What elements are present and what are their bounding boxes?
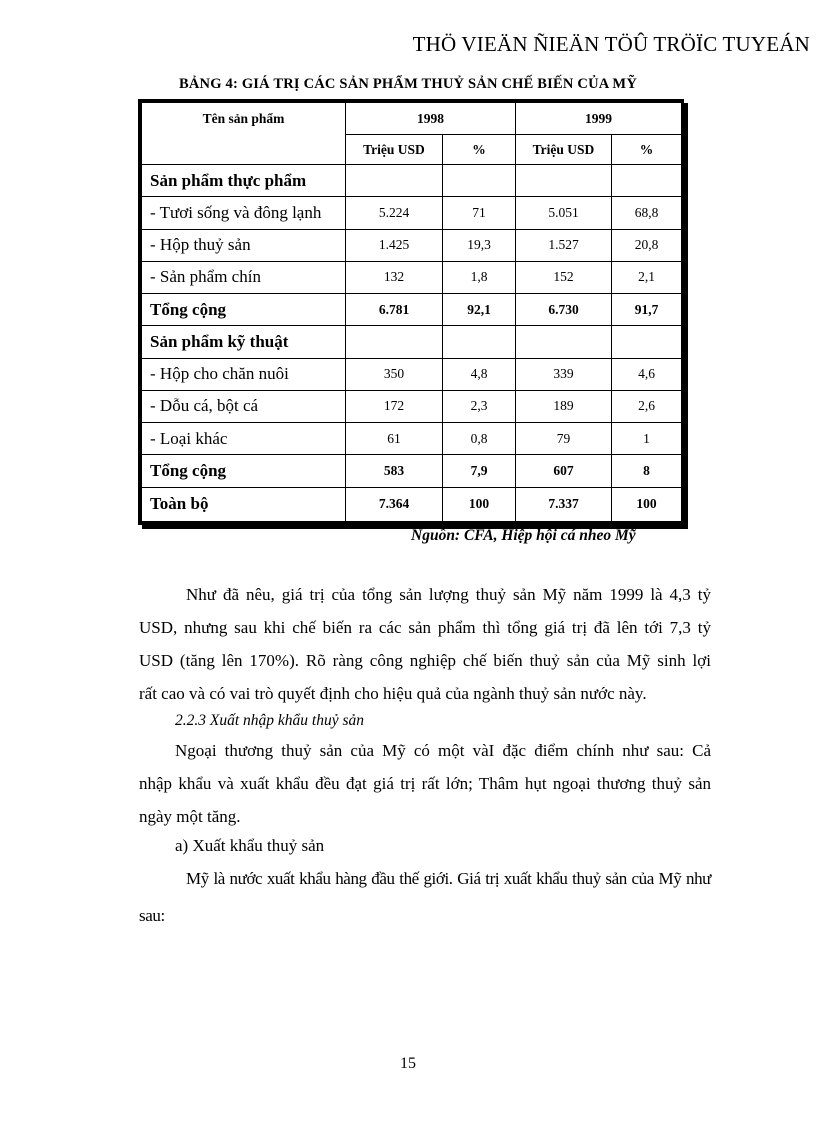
paragraph-line: sau: (139, 906, 165, 925)
paragraph-line: USD (tăng lên 170%). Rõ ràng công nghiệp chế biến thuỷ sản của Mỹ sinh lợi (139, 651, 711, 670)
cell-pct-1998: 92,1 (443, 294, 516, 326)
cell-usd-1998: 7.364 (346, 487, 443, 521)
cell-pct-1998: 19,3 (443, 229, 516, 261)
cell-usd-1999 (516, 165, 612, 197)
row-name: Sản phẩm kỹ thuật (142, 326, 346, 358)
paragraph-line: nhập khẩu và xuất khẩu đều đạt giá trị rất lớn; Thâm hụt ngoại thương thuỷ sản (139, 774, 711, 793)
cell-usd-1998: 5.224 (346, 197, 443, 229)
cell-pct-1999: 4,6 (612, 358, 682, 390)
cell-usd-1999: 5.051 (516, 197, 612, 229)
table-row (142, 487, 682, 521)
paragraph-line: USD, nhưng sau khi chế biến ra các sản phẩm thì tổng giá trị đã lên tới 7,3 tỷ (139, 618, 711, 637)
col-header-year-1999: 1999 (516, 103, 682, 135)
cell-usd-1999: 189 (516, 390, 612, 422)
cell-usd-1999: 6.730 (516, 294, 612, 326)
cell-pct-1999: 68,8 (612, 197, 682, 229)
product-value-table (138, 99, 684, 525)
row-name: Toàn bộ (142, 487, 346, 521)
cell-pct-1998: 0,8 (443, 423, 516, 455)
row-name: - Hộp cho chăn nuôi (142, 358, 346, 390)
paragraph-line: Ngoại thương thuỷ sản của Mỹ có một vàI đặc điểm chính như sau: Cả (175, 741, 711, 760)
page-number: 15 (400, 1055, 416, 1072)
subheader-usd-1998: Triệu USD (346, 135, 443, 165)
col-header-year-1998: 1998 (346, 103, 516, 135)
page-header: THÖ VIEÄN ÑIEÄN TÖÛ TRÖÏC TUYEÁN (412, 32, 810, 56)
cell-usd-1999 (516, 326, 612, 358)
cell-pct-1998 (443, 165, 516, 197)
paragraph-2 (139, 734, 711, 833)
row-name: Sản phẩm thực phẩm (142, 165, 346, 197)
row-name: - Hộp thuỷ sản (142, 229, 346, 261)
cell-pct-1998: 100 (443, 487, 516, 521)
table-row (142, 165, 682, 197)
table-row (142, 261, 682, 293)
list-item-a-export: a) Xuất khẩu thuỷ sản (175, 836, 325, 855)
cell-usd-1998: 1.425 (346, 229, 443, 261)
row-name: - Loại khác (142, 423, 346, 455)
cell-usd-1999: 607 (516, 455, 612, 487)
cell-usd-1999: 1.527 (516, 229, 612, 261)
table-row (142, 197, 682, 229)
cell-usd-1999: 339 (516, 358, 612, 390)
cell-pct-1999: 91,7 (612, 294, 682, 326)
cell-usd-1998: 583 (346, 455, 443, 487)
cell-pct-1998 (443, 326, 516, 358)
cell-pct-1998: 4,8 (443, 358, 516, 390)
cell-usd-1998: 350 (346, 358, 443, 390)
cell-usd-1999: 7.337 (516, 487, 612, 521)
cell-pct-1998: 2,3 (443, 390, 516, 422)
paragraph-1 (139, 578, 711, 710)
paragraph-line: ngày một tăng. (139, 807, 241, 826)
cell-pct-1998: 1,8 (443, 261, 516, 293)
table-row (142, 455, 682, 487)
table-title: BẢNG 4: GIÁ TRỊ CÁC SẢN PHẨM THUỶ SẢN CHẾ BIẾN CỦA MỸ (179, 76, 637, 92)
col-header-product: Tên sản phẩm (142, 103, 346, 165)
row-name: Tổng cộng (142, 455, 346, 487)
cell-usd-1998: 6.781 (346, 294, 443, 326)
cell-pct-1998: 71 (443, 197, 516, 229)
row-name: - Tươi sống và đông lạnh (142, 197, 346, 229)
paragraph-3 (139, 862, 711, 932)
cell-pct-1999: 20,8 (612, 229, 682, 261)
table-row (142, 423, 682, 455)
cell-usd-1998 (346, 165, 443, 197)
cell-pct-1999: 100 (612, 487, 682, 521)
cell-usd-1998 (346, 326, 443, 358)
table-row (142, 390, 682, 422)
cell-pct-1999: 2,6 (612, 390, 682, 422)
cell-pct-1999 (612, 165, 682, 197)
cell-usd-1998: 61 (346, 423, 443, 455)
cell-pct-1998: 7,9 (443, 455, 516, 487)
product-table-grid (141, 102, 682, 522)
cell-usd-1998: 132 (346, 261, 443, 293)
subheader-pct-1998: % (443, 135, 516, 165)
paragraph-line: rất cao và có vai trò quyết định cho hiệu quả của ngành thuỷ sản nước này. (139, 684, 647, 703)
cell-pct-1999: 2,1 (612, 261, 682, 293)
table-source-note: Nguồn: CFA, Hiệp hội cá nheo Mỹ (411, 527, 636, 544)
cell-pct-1999: 1 (612, 423, 682, 455)
row-name: - Dỗu cá, bột cá (142, 390, 346, 422)
paragraph-line: Mỹ là nước xuất khẩu hàng đầu thế giới. Giá trị xuất khẩu thuỷ sản của Mỹ như (186, 869, 711, 888)
table-row (142, 358, 682, 390)
table-row (142, 294, 682, 326)
row-name: Tổng cộng (142, 294, 346, 326)
table-row (142, 229, 682, 261)
cell-pct-1999 (612, 326, 682, 358)
paragraph-line: Như đã nêu, giá trị của tổng sản lượng thuỷ sản Mỹ năm 1999 là 4,3 tỷ (186, 585, 711, 604)
cell-pct-1999: 8 (612, 455, 682, 487)
table-row (142, 326, 682, 358)
row-name: - Sản phẩm chín (142, 261, 346, 293)
section-heading-2-2-3: 2.2.3 Xuất nhập khẩu thuỷ sản (175, 712, 364, 729)
cell-usd-1999: 79 (516, 423, 612, 455)
cell-usd-1998: 172 (346, 390, 443, 422)
subheader-pct-1999: % (612, 135, 682, 165)
subheader-usd-1999: Triệu USD (516, 135, 612, 165)
cell-usd-1999: 152 (516, 261, 612, 293)
